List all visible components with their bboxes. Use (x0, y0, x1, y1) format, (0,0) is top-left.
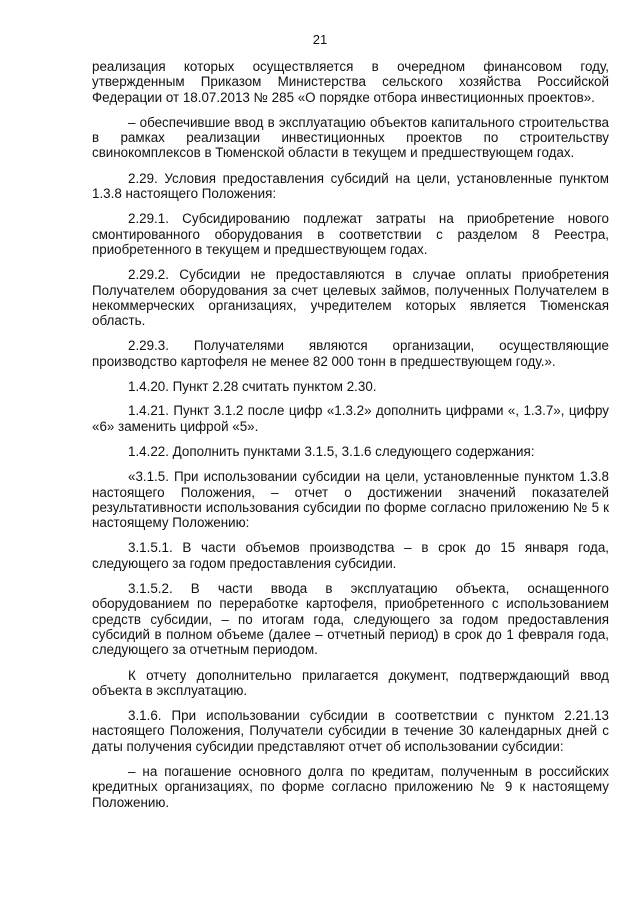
page-number: 21 (312, 32, 328, 47)
paragraph-3-1-5-1: 3.1.5.1. В части объемов производства – в срок до 15 января года, следующего за годом предоставления субсидии. (92, 540, 609, 571)
paragraph-2-29-2: 2.29.2. Субсидии не предоставляются в случае оплаты приобретения Получателем оборудования за счет целевых займов, полученных Получателем в некоммерческих организациях, учредителем которых является Тюменская область. (92, 267, 609, 329)
paragraph-1-4-20: 1.4.20. Пункт 2.28 считать пунктом 2.30. (128, 379, 377, 395)
paragraph-3-1-5-2: 3.1.5.2. В части ввода в эксплуатацию объекта, оснащенного оборудованием по переработке картофеля, приобретенного с использованием средств субсидии, – по итогам года, следующего за годом предоставления субсидий в полном объеме (далее – отчетный период) в срок до 1 февраля года, следующего за отчетным периодом. (92, 581, 609, 658)
paragraph-2-29-1: 2.29.1. Субсидированию подлежат затраты на приобретение нового смонтированного оборудования в соответствии с разделом 8 Реестра, приобретенного в текущем и предшествующем годах. (92, 211, 609, 257)
paragraph-2-29: 2.29. Условия предоставления субсидий на цели, установленные пунктом 1.3.8 настоящего Положения: (92, 170, 609, 202)
paragraph-3-1-5: «3.1.5. При использовании субсидии на цели, установленные пунктом 1.3.8 настоящего Положения, – отчет о достижении значений показателей результативности использования субсидии по форме согласно приложению № 5 к настоящему Положению: (92, 469, 609, 531)
paragraph-continuation: реализация которых осуществляется в очередном финансовом году, утвержденным Приказом Министерства сельского хозяйства Российской Федерации от 18.07.2013 № 285 «О порядке отбора инвестиционных проектов». (92, 59, 609, 105)
paragraph-report-attachment: К отчету дополнительно прилагается документ, подтверждающий ввод объекта в эксплуатацию. (92, 667, 609, 698)
paragraph-2-29-3: 2.29.3. Получателями являются организации, осуществляющие производство картофеля не менее 82 000 тонн в предшествующем году.». (92, 338, 609, 369)
paragraph-1-4-21: 1.4.21. Пункт 3.1.2 после цифр «1.3.2» дополнить цифрами «, 1.3.7», цифру «6» заменить цифрой «5». (92, 403, 609, 434)
paragraph-pig-complexes: – обеспечившие ввод в эксплуатацию объектов капитального строительства в рамках реализации инвестиционных проектов по строительству свинокомплексов в Тюменской области в текущем и предшествующем годах. (92, 114, 609, 161)
paragraph-loan-repayment: – на погашение основного долга по кредитам, полученным в российских кредитных организациях, по форме согласно приложению № 9 к настоящему Положению. (92, 763, 609, 810)
paragraph-1-4-22: 1.4.22. Дополнить пунктами 3.1.5, 3.1.6 следующего содержания: (128, 443, 535, 459)
paragraph-3-1-6: 3.1.6. При использовании субсидии в соответствии с пунктом 2.21.13 настоящего Положения, Получатели субсидии в течение 30 календарных дней с даты получения субсидии представляют отчет об использовании субсидии: (92, 708, 609, 754)
document-body (92, 59, 609, 820)
